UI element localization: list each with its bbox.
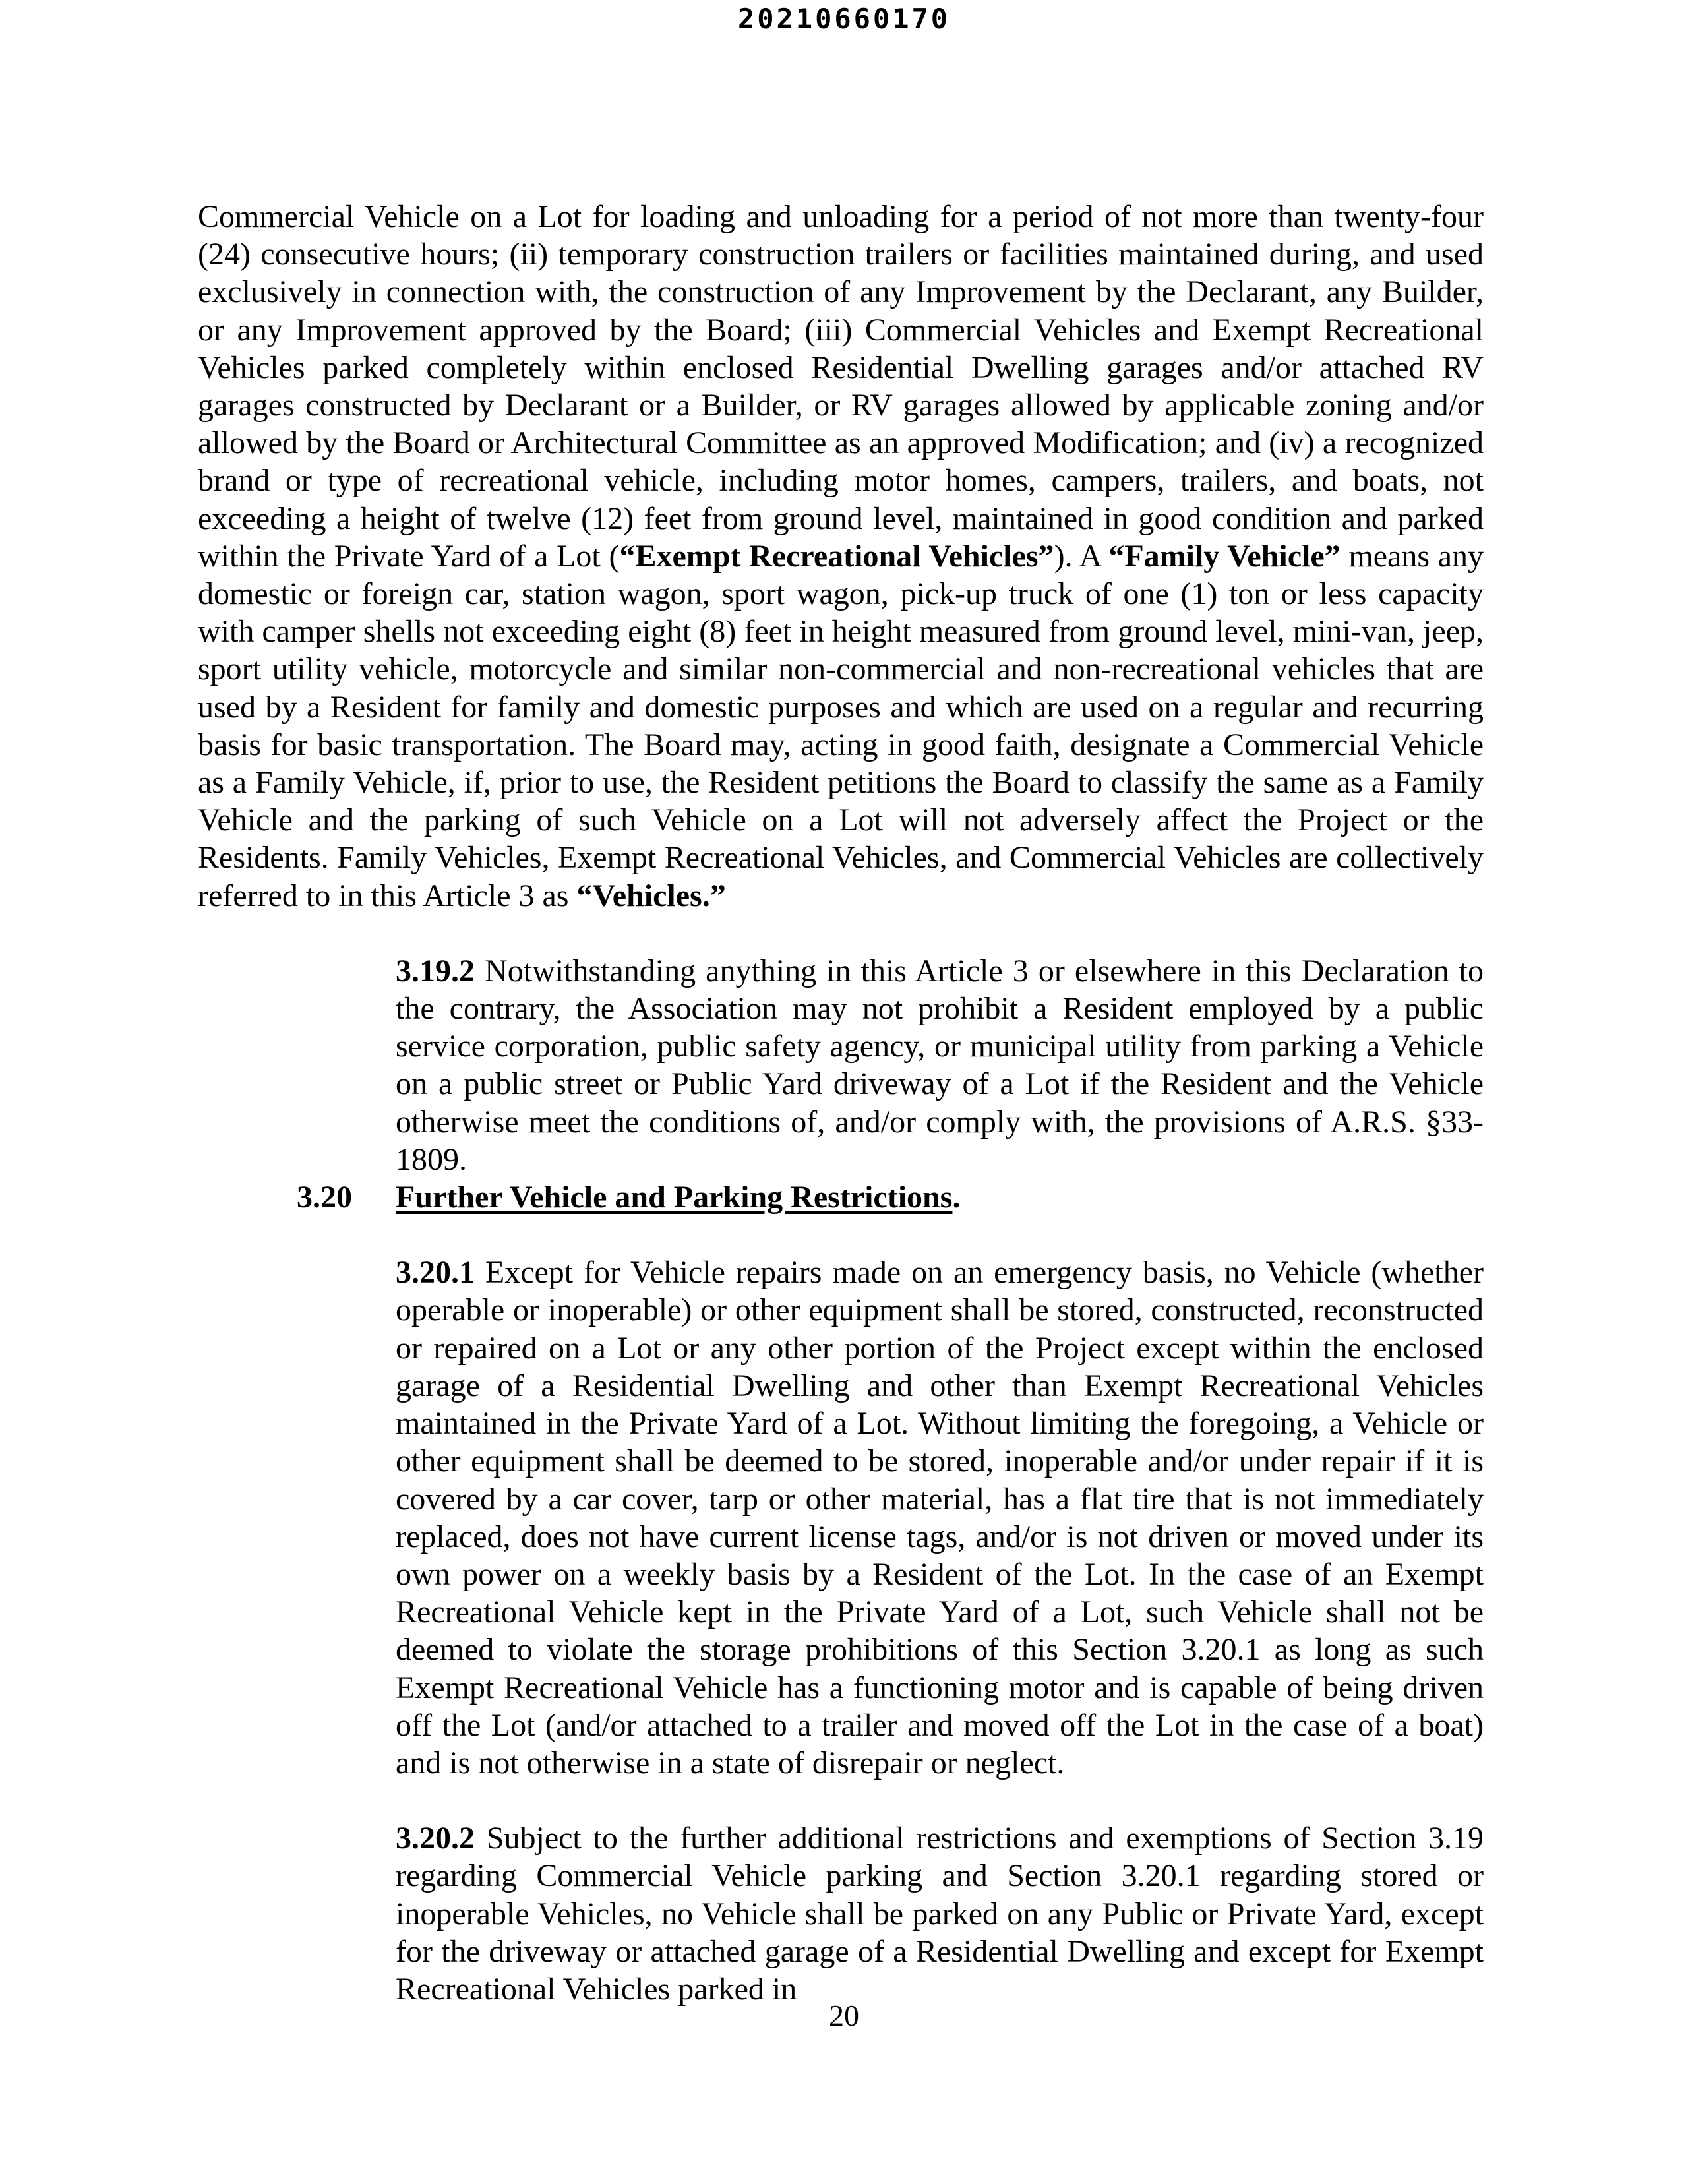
section-heading-title: Further Vehicle and Parking Restrictions: [396, 1180, 953, 1215]
defined-term-family-vehicle: “Family Vehicle”: [1108, 538, 1341, 574]
paragraph-text: ). A: [1054, 538, 1109, 574]
paragraph-text: Commercial Vehicle on a Lot for loading and unloading for a period of not more than twenty-four (24) consecutive hours; (ii) temporary construction trailers or facilities maintained during, and used exclusively in connection with, the construction of any Improvement by the Declarant, any Builder, or any Improvement approved by the Board; (iii) Commercial Vehicles and Exempt Recreational Vehicles parked completely within enclosed Residential Dwelling garages and/or attached RV garages constructed by Declarant or a Builder, or RV garages allowed by applicable zoning and/or allowed by the Board or Architectural Committee as an approved Modification; and (iv) a recognized brand or type of recreational vehicle, including motor homes, campers, trailers, and boats, not exceeding a height of twelve (12) feet from ground level, maintained in good condition and parked within the Private Yard of a Lot (: [198, 199, 1484, 574]
defined-term-exempt-recreational-vehicles: “Exempt Recreational Vehicles”: [619, 538, 1054, 574]
document-number: 20210660170: [737, 3, 951, 35]
section-heading-number: 3.20: [297, 1180, 352, 1215]
page-number: 20: [829, 1999, 859, 2032]
section-number: 3.20.2: [396, 1821, 475, 1856]
paragraph-text: Subject to the further additional restrictions and exemptions of Section 3.19 regarding Commercial Vehicle parking and Section 3.20.1 regarding stored or inoperable Vehicles, no Vehicle shall be parked on any Public or Private Yard, except for the driveway or attached garage of a Residential Dwelling and except for Exempt Recreational Vehicles parked in: [396, 1821, 1484, 2007]
defined-term-vehicles: “Vehicles.”: [576, 878, 726, 913]
section-number: 3.20.1: [396, 1255, 475, 1290]
section-heading-3-20: [198, 1178, 1484, 1216]
section-heading-period: .: [952, 1180, 961, 1215]
paragraph-text: Notwithstanding anything in this Article 3 or elsewhere in this Declaration to the contrary, the Association may not prohibit a Resident employed by a public service corporation, public safety agency, or municipal utility from parking a Vehicle on a public street or Public Yard driveway of a Lot if the Resident and the Vehicle otherwise meet the conditions of, and/or comply with, the provisions of A.R.S. §33-1809.: [396, 953, 1484, 1177]
section-number: 3.19.2: [396, 953, 475, 988]
paragraph-3-19-2: [198, 952, 1484, 1178]
paragraph-3-20-2: [198, 1819, 1484, 2008]
paragraph-vehicle-definitions: [198, 198, 1484, 915]
paragraph-text: Except for Vehicle repairs made on an emergency basis, no Vehicle (whether operable or inoperable) or other equipment shall be stored, constructed, reconstructed or repaired on a Lot or any other portion of the Project except within the enclosed garage of a Residential Dwelling and other than Exempt Recreational Vehicles maintained in the Private Yard of a Lot. Without limiting the foregoing, a Vehicle or other equipment shall be deemed to be stored, inoperable and/or under repair if it is covered by a car cover, tarp or other material, has a flat tire that is not immediately replaced, does not have current license tags, and/or is not driven or moved under its own power on a weekly basis by a Resident of the Lot. In the case of an Exempt Recreational Vehicle kept in the Private Yard of a Lot, such Vehicle shall not be deemed to violate the storage prohibitions of this Section 3.20.1 as long as such Exempt Recreational Vehicle has a functioning motor and is capable of being driven off the Lot (and/or attached to a trailer and moved off the Lot in the case of a boat) and is not otherwise in a state of disrepair or neglect.: [396, 1255, 1484, 1780]
paragraph-3-20-1: [198, 1254, 1484, 1782]
paragraph-text: means any domestic or foreign car, station wagon, sport wagon, pick-up truck of one (1) ton or less capacity with camper shells not exceeding eight (8) feet in height measured from ground level, mini-van, jeep, sport utility vehicle, motorcycle and similar non-commercial and non-recreational vehicles that are used by a Resident for family and domestic purposes and which are used on a regular and recurring basis for basic transportation. The Board may, acting in good faith, designate a Commercial Vehicle as a Family Vehicle, if, prior to use, the Resident petitions the Board to classify the same as a Family Vehicle and the parking of such Vehicle on a Lot will not adversely affect the Project or the Residents. Family Vehicles, Exempt Recreational Vehicles, and Commercial Vehicles are collectively referred to in this Article 3 as: [198, 538, 1484, 913]
document-body: [198, 198, 1484, 2008]
